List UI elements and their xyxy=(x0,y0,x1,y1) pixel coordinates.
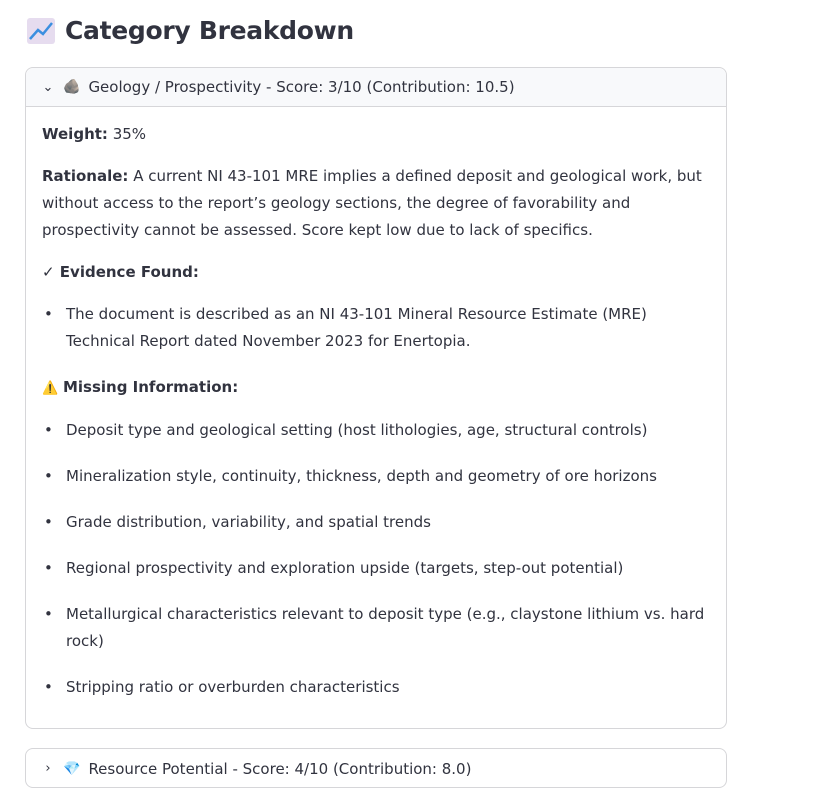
list-item: • Mineralization style, continuity, thickness, depth and geometry of ore horizons xyxy=(42,463,710,490)
expander-geology xyxy=(25,67,727,729)
expander-title: Resource Potential - Score: 4/10 (Contribution: 8.0) xyxy=(88,759,472,778)
expander-resource-potential xyxy=(25,748,727,788)
evidence-heading: ✓ Evidence Found: xyxy=(42,263,199,281)
weight: Weight: 35% xyxy=(42,125,147,143)
list-item: • Grade distribution, variability, and spatial trends xyxy=(42,509,710,536)
chart-increasing-icon xyxy=(27,18,55,44)
list-item: • Stripping ratio or overburden characteristics xyxy=(42,674,710,701)
evidence-list xyxy=(42,301,710,355)
page-title-text: Category Breakdown xyxy=(65,16,354,45)
chevron-down-icon: ⌄ xyxy=(42,79,54,95)
chevron-right-icon: › xyxy=(45,761,51,776)
list-item: • The document is described as an NI 43-101 Mineral Resource Estimate (MRE) Technical Report dated November 2023 for Enertopia. xyxy=(42,301,710,355)
missing-heading: ⚠️ Missing Information: xyxy=(42,378,239,396)
gem-icon: 💎 xyxy=(63,760,81,777)
expander-title: Geology / Prospectivity - Score: 3/10 (Contribution: 10.5) xyxy=(88,78,515,96)
warning-icon: ⚠️ xyxy=(42,381,59,396)
expander-body xyxy=(26,107,726,730)
list-item: • Deposit type and geological setting (host lithologies, age, structural controls) xyxy=(42,417,710,444)
page-title xyxy=(27,16,354,45)
rock-icon: 🪨 xyxy=(63,79,81,95)
list-item: • Metallurgical characteristics relevant to deposit type (e.g., claystone lithium vs. hard rock) xyxy=(42,601,710,655)
expander-header-resource[interactable] xyxy=(26,749,726,788)
missing-list xyxy=(42,417,710,701)
expander-header-geology[interactable] xyxy=(26,68,726,107)
list-item: • Regional prospectivity and exploration upside (targets, step-out potential) xyxy=(42,555,710,582)
rationale: Rationale: A current NI 43-101 MRE implies a defined deposit and geological work, but without access to the report’s geology sections, the degree of favorability and prospectivity cannot be assessed. Score kept low due to lack of specifics. xyxy=(42,167,702,239)
